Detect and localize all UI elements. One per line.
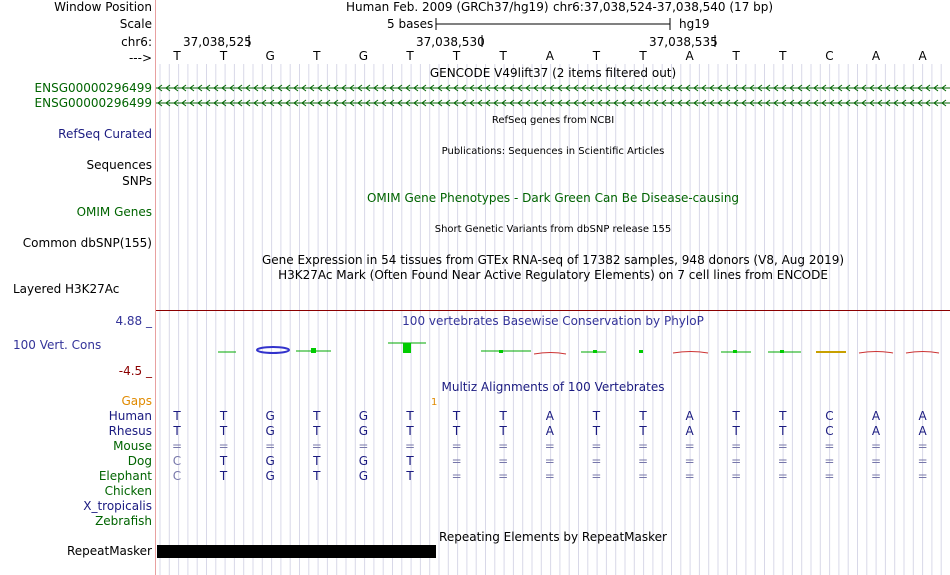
- gtex-track-title[interactable]: Gene Expression in 54 tissues from GTEx RNA-seq of 17382 samples, 948 donors (V8, Aug 2019): [261, 253, 845, 267]
- base-letter: T: [173, 49, 181, 63]
- base-letter: T: [219, 49, 228, 63]
- refseq-track-label[interactable]: RefSeq Curated: [58, 127, 152, 141]
- species-label[interactable]: Zebrafish: [95, 514, 152, 528]
- aligned-base: =: [731, 469, 742, 483]
- aligned-base: T: [313, 469, 321, 483]
- aligned-base: T: [639, 424, 647, 438]
- aligned-base: C: [825, 424, 834, 438]
- aligned-base: =: [451, 469, 462, 483]
- aligned-base: A: [918, 409, 927, 423]
- aligned-base: G: [265, 454, 275, 468]
- aligned-base: T: [173, 424, 181, 438]
- base-sequence-row: [0, 49, 950, 64]
- species-label[interactable]: Human: [108, 409, 152, 423]
- conservation-wiggle[interactable]: [156, 338, 950, 360]
- aligned-base: =: [684, 454, 695, 468]
- aligned-base: T: [219, 424, 228, 438]
- base-letter: T: [452, 49, 461, 63]
- aligned-base: G: [265, 469, 275, 483]
- base-letter: T: [639, 49, 647, 63]
- aligned-base: G: [265, 424, 275, 438]
- aligned-base: T: [452, 424, 461, 438]
- aligned-base: T: [639, 409, 647, 423]
- scale-bar: [434, 16, 674, 34]
- base-letter: C: [825, 49, 834, 63]
- species-label[interactable]: X_tropicalis: [83, 499, 152, 513]
- aligned-base: =: [498, 439, 509, 453]
- aligned-base: T: [173, 409, 181, 423]
- aligned-base: G: [358, 469, 369, 483]
- gencode-item-2[interactable]: ENSG00000296499: [34, 96, 152, 110]
- species-label[interactable]: Elephant: [98, 469, 152, 483]
- aligned-base: =: [358, 439, 369, 453]
- aligned-base: =: [824, 439, 835, 453]
- position-tick-label: 37,038,530: [416, 35, 485, 49]
- h3k27ac-track-title[interactable]: H3K27Ac Mark (Often Found Near Active Regulatory Elements) on 7 cell lines from ENCODE: [278, 268, 828, 282]
- base-letter: G: [358, 49, 369, 63]
- position-ticks: [0, 34, 950, 50]
- aligned-base: T: [406, 454, 414, 468]
- aligned-base: =: [917, 454, 928, 468]
- aligned-base: T: [732, 424, 740, 438]
- aligned-base: =: [544, 454, 555, 468]
- aligned-base: =: [731, 454, 742, 468]
- omim-track-label[interactable]: OMIM Genes: [76, 205, 152, 219]
- base-letter: T: [779, 49, 787, 63]
- base-letter: A: [871, 49, 881, 63]
- aligned-base: =: [451, 454, 462, 468]
- species-label[interactable]: Mouse: [113, 439, 152, 453]
- aligned-base: T: [406, 469, 414, 483]
- snps-track-label[interactable]: SNPs: [122, 174, 152, 188]
- aligned-base: A: [871, 409, 881, 423]
- aligned-base: C: [172, 454, 182, 468]
- aligned-base: =: [265, 439, 276, 453]
- aligned-base: T: [499, 424, 507, 438]
- aligned-base: =: [451, 439, 462, 453]
- aligned-base: A: [545, 424, 554, 438]
- aligned-base: =: [777, 439, 788, 453]
- scale-text: 5 bases: [387, 17, 434, 31]
- aligned-base: =: [917, 469, 928, 483]
- gencode-track-title[interactable]: GENCODE V49lift37 (2 items filtered out): [429, 66, 677, 80]
- aligned-base: =: [637, 454, 649, 468]
- aligned-base: A: [545, 409, 554, 423]
- aligned-base: =: [777, 469, 788, 483]
- assembly-text: Human Feb. 2009 (GRCh37/hg19): [346, 0, 549, 14]
- aligned-base: A: [685, 409, 694, 423]
- base-letter: T: [592, 49, 601, 63]
- base-letter: A: [545, 49, 554, 63]
- aligned-base: T: [732, 409, 740, 423]
- aligned-base: G: [265, 409, 275, 423]
- window-position-label: Window Position: [54, 0, 152, 14]
- dbsnp-track-title[interactable]: Short Genetic Variants from dbSNP release 155: [434, 224, 672, 235]
- aligned-base: =: [824, 469, 835, 483]
- aligned-base: G: [358, 409, 369, 423]
- aligned-base: T: [499, 409, 507, 423]
- aligned-base: T: [219, 454, 228, 468]
- species-label[interactable]: Chicken: [104, 484, 152, 498]
- gene-model-lines[interactable]: [156, 82, 950, 112]
- publications-track-title[interactable]: Publications: Sequences in Scientific Articles: [441, 146, 665, 157]
- aligned-base: =: [870, 469, 882, 483]
- repeatmasker-track-title[interactable]: Repeating Elements by RepeatMasker: [439, 530, 667, 544]
- base-letter: T: [406, 49, 414, 63]
- aligned-base: T: [313, 424, 321, 438]
- repeatmasker-element[interactable]: [157, 545, 436, 558]
- aligned-base: =: [498, 454, 509, 468]
- aligned-base: =: [591, 454, 602, 468]
- omim-track-title[interactable]: OMIM Gene Phenotypes - Dark Green Can Be Disease-causing: [366, 191, 740, 205]
- aligned-base: =: [731, 439, 742, 453]
- scale-db: hg19: [679, 17, 710, 31]
- aligned-base: =: [684, 439, 695, 453]
- aligned-base: =: [870, 439, 882, 453]
- aligned-base: =: [591, 439, 602, 453]
- aligned-base: T: [779, 424, 787, 438]
- dbsnp-track-label[interactable]: Common dbSNP(155): [22, 236, 152, 250]
- multiz-track-title[interactable]: Multiz Alignments of 100 Vertebrates: [441, 380, 665, 394]
- aligned-base: =: [684, 469, 695, 483]
- aligned-base: =: [498, 469, 509, 483]
- aligned-base: =: [544, 469, 555, 483]
- scale-label: Scale: [119, 17, 152, 31]
- base-letter: T: [313, 49, 321, 63]
- gaps-label: Gaps: [121, 394, 152, 408]
- position-tick-label: 37,038,535: [649, 35, 718, 49]
- base-letter: T: [732, 49, 740, 63]
- aligned-base: T: [592, 424, 601, 438]
- aligned-base: T: [406, 409, 414, 423]
- aligned-base: =: [870, 454, 882, 468]
- aligned-base: T: [219, 469, 228, 483]
- repeatmasker-track-label[interactable]: RepeatMasker: [66, 544, 152, 558]
- aligned-base: T: [313, 409, 321, 423]
- conservation-track-label[interactable]: 100 Vert. Cons: [13, 338, 102, 352]
- conservation-max-label: 4.88 _: [115, 314, 152, 328]
- strand-arrow-label: --->: [128, 51, 152, 65]
- aligned-base: =: [218, 439, 229, 453]
- aligned-base: T: [406, 424, 414, 438]
- region-text: chr6:37,038,524-37,038,540 (17 bp): [553, 0, 774, 14]
- aligned-base: =: [637, 439, 649, 453]
- aligned-base: C: [172, 469, 182, 483]
- aligned-base: =: [591, 469, 602, 483]
- aligned-base: G: [358, 424, 369, 438]
- species-label[interactable]: Rhesus: [108, 424, 152, 438]
- species-label[interactable]: Dog: [127, 454, 152, 468]
- position-tick-label: 37,038,525: [183, 35, 252, 49]
- aligned-base: =: [404, 439, 416, 453]
- aligned-base: =: [544, 439, 555, 453]
- aligned-base: =: [637, 469, 649, 483]
- aligned-base: T: [779, 409, 787, 423]
- h3k27ac-track-label[interactable]: Layered H3K27Ac: [13, 282, 120, 296]
- aligned-base: A: [685, 424, 694, 438]
- aligned-base: =: [917, 439, 928, 453]
- aligned-base: T: [452, 409, 461, 423]
- gaps-value: 1: [431, 397, 438, 408]
- refseq-track-title[interactable]: RefSeq genes from NCBI: [491, 115, 615, 126]
- base-letter: T: [499, 49, 507, 63]
- aligned-base: A: [871, 424, 881, 438]
- h3k27ac-baseline: [156, 310, 950, 311]
- base-letter: G: [265, 49, 275, 63]
- aligned-base: =: [171, 439, 183, 453]
- aligned-base: A: [918, 424, 927, 438]
- base-letter: A: [918, 49, 927, 63]
- aligned-base: T: [313, 454, 321, 468]
- aligned-base: =: [824, 454, 835, 468]
- base-letter: A: [685, 49, 694, 63]
- aligned-base: G: [358, 454, 369, 468]
- aligned-base: T: [219, 409, 228, 423]
- aligned-base: T: [592, 409, 601, 423]
- gencode-item-1[interactable]: ENSG00000296499: [34, 81, 152, 95]
- chrom-label: chr6:: [121, 35, 152, 49]
- aligned-base: C: [825, 409, 834, 423]
- conservation-min-label: -4.5 _: [118, 364, 152, 378]
- sequences-track-label[interactable]: Sequences: [86, 158, 152, 172]
- aligned-base: =: [311, 439, 322, 453]
- conservation-track-title[interactable]: 100 vertebrates Basewise Conservation by PhyloP: [402, 314, 704, 328]
- aligned-base: =: [777, 454, 788, 468]
